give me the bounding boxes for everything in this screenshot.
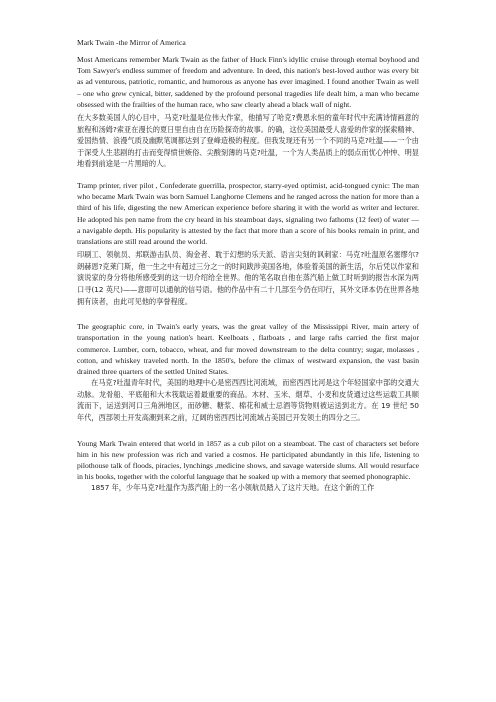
paragraph-en-3: The geographic core, in Twain's early years, was the great valley of the Mississippi River, main artery of transportation in the young nation's heart. Keelboats , flatboats , and large rafts carried the first major commerce. Lumber, corn, tobacco, wheat, and fur moved downstream to the delta country; sugar, molasses , cotton, and whiskey traveled north. In the 1850's, before the climax of westward expansion, the vast basin drained three quarters of the settled United States. [77, 322, 419, 376]
paragraph-en-1: Most Americans remember Mark Twain as the father of Huck Finn's idyllic cruise through eternal boyhood and Tom Sawyer's endless summer of freedom and adventure. In deed, this nation's best-loved author was every bit as ad venturous, patriotic, romantic, and humorous as anyone has ever imagined. I found another Twain as well – one who grew cynical, bitter, saddened by the profound personal tragedies life dealt him, a man who became obsessed with the frailties of the human race, who saw clearly ahead a black wall of night. [77, 55, 419, 109]
paragraph-zh-4: 1857 年，少年马克?吐温作为蒸汽船上的一名小领航员踏入了这片天地。在这个新的工作 [91, 483, 375, 493]
document-title: Mark Twain -the Mirror of America [77, 38, 186, 47]
paragraph-en-4: Young Mark Twain entered that world in 1857 as a cub pilot on a steamboat. The cast of characters set before him in his new profession was rich and varied a cosmos. He participated abundantly in this life, listening to pilothouse talk of floods, piracies, lynchings ,medicine shows, and savage waterside slums. All would resurface in his books, together with the colorful language that he soaked up with a memory that seemed phonographic. [77, 438, 419, 482]
paragraph-en-2: Tramp printer, river pilot , Confederate guerrilla, prospector, starry-eyed optimist, acid-tongued cynic: The man who became Mark Twain was born Samuel Langhorne Clemens and he ranged across the nation for more than a third of his life, digesting the new American experience before sharing it with the world as writer and lecturer. He adopted his pen name from the cry heard in his steamboat days, signaling two fathoms (12 feet) of water — a navigable depth. His popularity is attested by the fact that more than a score of his books remain in print, and translations are still read around the world. [77, 180, 419, 246]
paragraph-zh-1: 在大多数美国人的心目中，马克?吐温是位伟大作家，他描写了哈克?费恩永恒的童年时代中充满诗情画意的旅程和汤姆?索亚在漫长的夏日里自由自在历险探奇的故事。的确，这位美国最受人喜爱的作家的探索精神、爱国热情、浪漫气质及幽默笔调都达到了登峰造极的程度。但我发现还有另一个不同的马克?吐温——一个由于深受人生悲剧的打击而变得愤世嫉俗、尖酸刻薄的马克?吐温，一个为人类品质上的弱点而忧心忡忡、明显地看到前途是一片黑暗的人。 [77, 113, 419, 169]
paragraph-zh-3: 在马克?吐温青年时代，美国的地理中心是密西西比河流域，而密西西比河是这个年轻国家中部的交通大动脉。龙骨船、平底船和大木筏载运着最重要的商品。木材、玉米、烟草、小麦和皮货通过这些运载工具顺流而下，运送到河口三角洲地区，而砂糖、糖浆、棉花和威士忌酒等货物则被运送到北方。在 19 世纪 50 年代，西部领土开发高潮到来之前，辽阔的密西西比河流域占美国已开发领土的四分之三。 [77, 378, 419, 422]
paragraph-zh-2: 印刷工、领航员、邦联游击队员、淘金者、耽于幻想的乐天派、语言尖刻的讽刺家：马克?吐温原名塞缪尔?朗赫恩?克莱门斯，他一生之中有超过三分之一的时间跋涉美国各地，体验着美国的新生活，尔后凭以作家和演说家的身分将他所感受到的这一切介绍给全世界。他的笔名取自他在蒸汽船上做工时听到的报告水深为两口寻(12 英尺)——意即可以通航的信号语。他的作品中有二十几部至今仍在印行，其外文译本仍在世界各地拥有读者，由此可见他的享誉程度。 [77, 250, 419, 306]
document-page [77, 38, 419, 494]
